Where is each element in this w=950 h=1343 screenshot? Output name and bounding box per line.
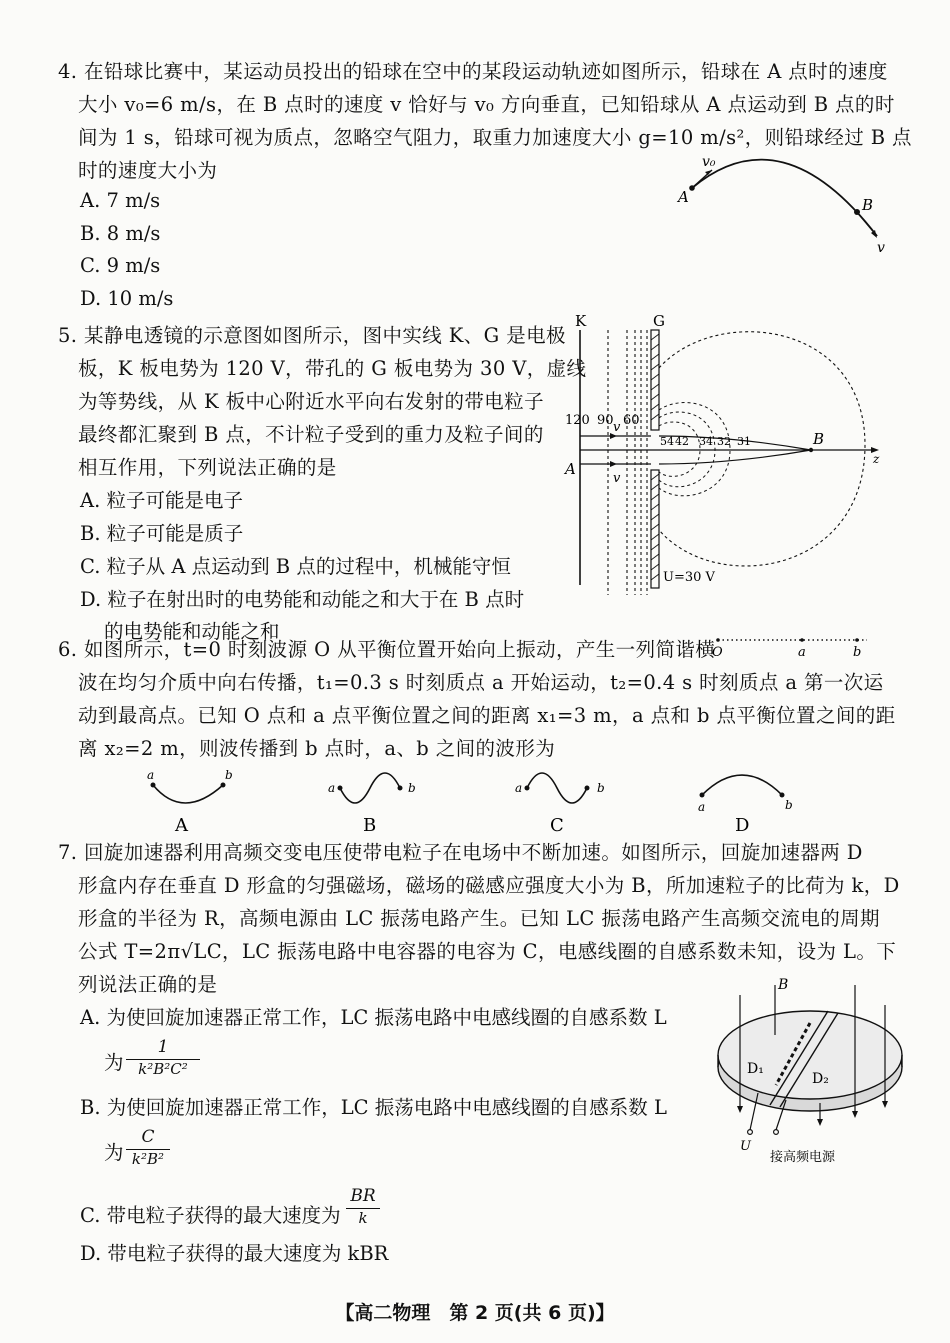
q7-line-1: 7. 回旋加速器利用高频交变电压使带电粒子在电场中不断加速。如图所示，回旋加速器两 D [58, 841, 863, 864]
q4-line-2: 大小 v₀=6 m/s，在 B 点时的速度 v 恰好与 v₀ 方向垂直，已知铅球从 A 点运动到 B 点的时 [78, 93, 895, 116]
q4-option-c[interactable]: C. 9 m/s [80, 254, 161, 277]
q5-line-5: 相互作用，下列说法正确的是 [78, 456, 337, 479]
q6-line-3: 动到最高点。已知 O 点和 a 点平衡位置之间的距离 x₁=3 m，a 点和 b 点平衡位置之间的距 [78, 704, 896, 727]
potential-32: 32 [717, 435, 731, 448]
q4-option-a[interactable]: A. 7 m/s [80, 189, 161, 212]
label-z: z [873, 452, 880, 466]
q7-cyclotron-figure [710, 975, 910, 1175]
label-a: A [565, 460, 576, 478]
q6-line-4: 离 x₂=2 m，则波传播到 b 点时，a、b 之间的波形为 [78, 737, 556, 760]
label-k: K [575, 312, 587, 330]
q6-choice-b-waveform[interactable] [320, 773, 440, 836]
q6-medium-line [712, 628, 872, 658]
choice-label-d: D [735, 815, 750, 836]
q5-line-3: 为等势线，从 K 板中心附近水平向右发射的带电粒子 [78, 390, 544, 413]
q5-line-4: 最终都汇聚到 B 点，不计粒子受到的重力及粒子间的 [78, 423, 544, 446]
label-v: v [877, 240, 885, 256]
q5-line-2: 板，K 板电势为 120 V，带孔的 G 板电势为 30 V，虚线 [78, 357, 587, 380]
label-b: B [813, 430, 825, 448]
q4-trajectory-figure [672, 148, 892, 258]
potential-31: 31 [737, 435, 751, 448]
svg-text:b: b [785, 798, 793, 812]
q7-option-d[interactable]: D. 带电粒子获得的最大速度为 kBR [80, 1242, 389, 1265]
exam-page: 4. 在铅球比赛中，某运动员投出的铅球在空中的某段运动轨迹如图所示，铅球在 A 点时的速度 大小 v₀=6 m/s，在 B 点时的速度 v 恰好与 v₀ 方向垂直，已知铅球从 A 点运动到 B 点的时 间为 1 s，铅球可视为质点，忽略空气阻力，取重力加速度大小 g=10 m/s²，则铅球经过 B 点 时的速度大小为 A. 7 m/s B. 8 m/s C. 9 m/s D. 10 m/s A B v₀ v 5. 某静电透镜的示意图如图所示，图中实线 K、G 是电极 板，K 板电势为 120 V，带孔的 G 板电势为 30 V，虚线 为等势线，从 K 板中心附近水平向右发射的带电粒子 最终都汇聚到 B 点，不计粒子受到的重力及粒子间的 相互作用，下列说法正确的是 A. 粒子可能是电子 B. 粒子可能是质子 C. 粒子从 A 点运动到 B 点的过程中，机械能守恒 D. 粒子在射出时的电势能和动能之和大于在 B 点时 的电势能和动能之和 K G z B A v v 120 90 60 54 42 34 32 31 U=30 V 6. 如图所示，t=0 时刻波源 O 从平衡位置开始向上振动，产生一列简谐横 波在均匀介质中向右传播，t₁=0.3 s 时刻质点 a 开始运动，t₂=0.4 s 时刻质点 a 第一次运 动到最高点。已知 O 点和 a 点平衡位置之间的距离 x₁=3 m，a 点和 b 点平衡位置之间的距 离 x₂=2 m，则波传播到 b 点时，a、b 之间的波形为 O a b a b A a b B a b C a b D 7. 回旋加速器利用高频交变电压使带电粒子在电场中不断加速。如图所示，回旋加速器两 D 形盒内存在垂直 D 形盒的匀强磁场，磁场的磁感应强度大小为 B，所加速粒子的比荷为 k，D 形盒的半径为 R，高频电源由 LC 振荡电路产生。已知 LC 振荡电路产生高频交流电的周期 公式 T=2π√LC，LC 振荡电路中电容器的电容为 C，电感线圈的自感系数未知，设为 L。下 列说法正确的是 A. 为使回旋加速器正常工作，LC 振荡电路中电感线圈的自感系数 L 为 1 k²B²C² B. 为使回旋加速器正常工作，LC 振荡电路中电感线圈的自感系数 L 为 C k²B² C. 带电粒子获得的最大速度为 BR k D. 带电粒子获得的最大速度为 kBR B D₁ D₂ U 接高频电源 【高二物理 第 2 页(共 6 页)】 [0, 0, 950, 1343]
q6-choice-c-waveform[interactable] [507, 773, 627, 836]
q5-option-d[interactable]: D. 粒子在射出时的电势能和动能之和大于在 B 点时 [80, 588, 525, 611]
q6-line-2: 波在均匀介质中向右传播，t₁=0.3 s 时刻质点 a 开始运动，t₂=0.4 s 时刻质点 a 第一次运 [78, 671, 884, 694]
q7-line-4: 公式 T=2π√LC，LC 振荡电路中电容器的电容为 C，电感线圈的自感系数未知，设为 L。下 [78, 940, 897, 963]
q5-option-b[interactable]: B. 粒子可能是质子 [80, 522, 244, 545]
label-b: B [862, 196, 874, 214]
potential-54: 54 [660, 435, 674, 448]
label-b: B [778, 977, 789, 993]
q7-option-a[interactable]: A. 为使回旋加速器正常工作，LC 振荡电路中电感线圈的自感系数 L [80, 1006, 667, 1029]
choice-label-b: B [363, 815, 377, 836]
q7-option-b[interactable]: B. 为使回旋加速器正常工作，LC 振荡电路中电感线圈的自感系数 L [80, 1096, 667, 1119]
q5-option-a[interactable]: A. 粒子可能是电子 [80, 489, 243, 512]
trajectory-curve [692, 160, 877, 236]
svg-text:b: b [408, 781, 416, 795]
page-footer: 【高二物理 第 2 页(共 6 页)】 [335, 1302, 615, 1324]
q4-line-3: 间为 1 s，铅球可视为质点，忽略空气阻力，取重力加速度大小 g=10 m/s²，则铅球经过 B 点 [78, 126, 912, 149]
q5-line-1: 5. 某静电透镜的示意图如图所示，图中实线 K、G 是电极 [58, 324, 566, 347]
q5-option-d-cont[interactable]: 的电势能和动能之和 [104, 620, 280, 643]
label-g: G [653, 312, 665, 330]
label-b: b [853, 645, 862, 660]
label-u: U [740, 1139, 751, 1154]
potential-60: 60 [623, 413, 640, 428]
potential-42: 42 [675, 435, 689, 448]
q7-line-3: 形盒的半径为 R，高频电源由 LC 振荡电路产生。已知 LC 振荡电路产生高频交流电的周期 [78, 907, 880, 930]
q4-line-4: 时的速度大小为 [78, 159, 218, 182]
choice-label-a: A [175, 815, 188, 836]
q4-option-d[interactable]: D. 10 m/s [80, 287, 174, 310]
label-u: U=30 V [663, 570, 715, 585]
label-o: O [712, 645, 723, 660]
q4-line-1: 4. 在铅球比赛中，某运动员投出的铅球在空中的某段运动轨迹如图所示，铅球在 A 点时的速度 [58, 60, 888, 83]
q5-option-c[interactable]: C. 粒子从 A 点运动到 B 点的过程中，机械能守恒 [80, 555, 511, 578]
q6-choice-d-waveform[interactable] [690, 773, 810, 836]
q7-line-5: 列说法正确的是 [78, 973, 218, 996]
q7-option-c[interactable]: C. 带电粒子获得的最大速度为 BR k [80, 1186, 410, 1232]
potential-120: 120 [565, 413, 590, 428]
q7-line-2: 形盒内存在垂直 D 形盒的匀强磁场，磁场的磁感应强度大小为 B，所加速粒子的比荷为 k，D [78, 874, 900, 897]
svg-text:b: b [225, 768, 233, 782]
label-d2: D₂ [812, 1071, 829, 1087]
svg-text:a: a [515, 781, 523, 795]
label-v-bottom: v [613, 471, 621, 486]
label-v-top: v [613, 420, 621, 435]
label-d1: D₁ [747, 1061, 764, 1077]
svg-text:b: b [597, 781, 605, 795]
label-a: a [798, 645, 806, 660]
potential-90: 90 [597, 413, 614, 428]
figure-caption: 接高频电源 [770, 1150, 836, 1165]
choice-label-c: C [550, 815, 564, 836]
svg-text:a: a [698, 800, 706, 814]
label-v0: v₀ [702, 154, 716, 170]
svg-text:a: a [147, 768, 155, 782]
potential-34: 34 [699, 435, 713, 448]
q5-electrostatic-lens-figure [565, 310, 885, 600]
q6-line-1: 6. 如图所示，t=0 时刻波源 O 从平衡位置开始向上振动，产生一列简谐横 [58, 638, 716, 661]
label-a: A [678, 188, 689, 206]
svg-text:a: a [328, 781, 336, 795]
q4-option-b[interactable]: B. 8 m/s [80, 222, 161, 245]
q6-choice-a-waveform[interactable] [135, 768, 255, 836]
